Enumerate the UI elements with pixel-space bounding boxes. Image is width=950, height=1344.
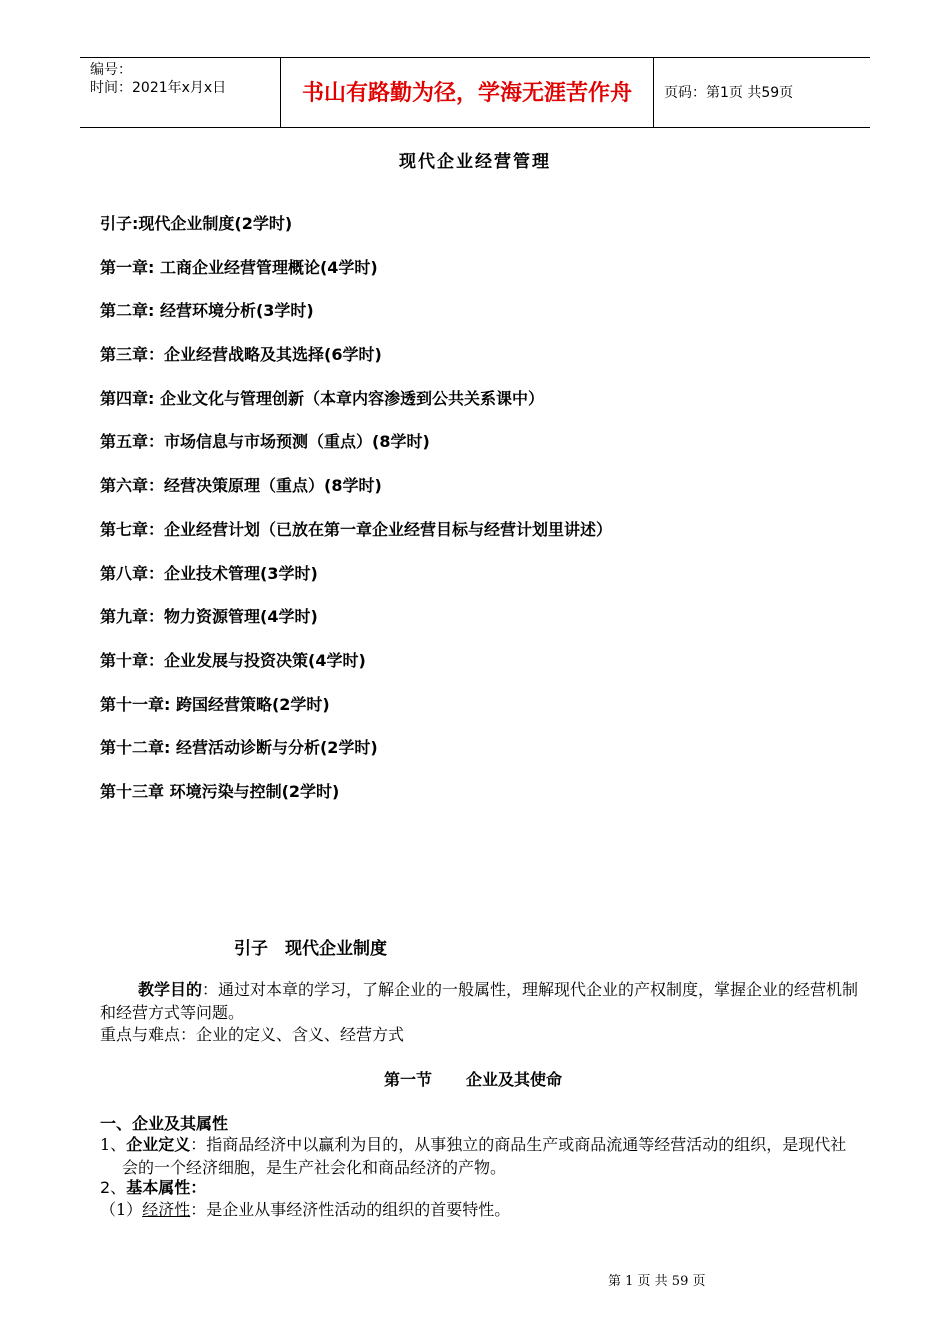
toc-item: 第二章: 经营环境分析(3学时) bbox=[100, 301, 314, 321]
section-title bbox=[384, 1067, 562, 1090]
toc-item: 引子:现代企业制度(2学时) bbox=[100, 214, 293, 233]
attribute-economic bbox=[100, 1199, 510, 1221]
page-label: 页码：第1页 共59页 bbox=[664, 85, 794, 101]
section-number: 第一节 bbox=[384, 1070, 433, 1089]
teaching-objective bbox=[100, 978, 860, 1024]
item-number: 1、 bbox=[100, 1135, 127, 1154]
toc-item: 第四章: 企业文化与管理创新（本章内容渗透到公共关系课中） bbox=[100, 388, 544, 408]
part-title: 一、企业及其属性 bbox=[100, 1114, 229, 1133]
toc-item: 第六章：经营决策原理（重点）(8学时) bbox=[100, 476, 382, 496]
definition-item bbox=[100, 1133, 860, 1179]
section-name: 企业及其使命 bbox=[466, 1070, 563, 1089]
toc-item: 第十二章: 经营活动诊断与分析(2学时) bbox=[100, 738, 378, 758]
definition-text: ：指商品经济中以赢利为目的，从事独立的商品生产或商品流通等经营活动的组织，是现代社会的一个经济细胞，是生产社会化和商品经济的产物。 bbox=[122, 1135, 847, 1177]
toc-item: 第五章：市场信息与市场预测（重点）(8学时) bbox=[100, 432, 430, 452]
intro-title: 引子 现代企业制度 bbox=[234, 939, 387, 959]
attribute-term: 经济性 bbox=[142, 1200, 191, 1219]
header-motto-cell bbox=[281, 58, 654, 127]
number-label: 编号： bbox=[90, 62, 132, 78]
objective-label: 教学目的 bbox=[138, 980, 203, 999]
objective-text: ：通过对本章的学习，了解企业的一般属性，理解现代企业的产权制度，掌握企业的经营机制和经营方式等问题。 bbox=[100, 980, 859, 1022]
time-label: 时间：2021年x月x日 bbox=[90, 80, 227, 96]
header-page-cell bbox=[654, 58, 870, 127]
item-number: 2、 bbox=[100, 1178, 127, 1197]
toc-item: 第十一章: 跨国经营策略(2学时) bbox=[100, 694, 330, 714]
attributes-label: 基本属性： bbox=[126, 1178, 207, 1197]
table-of-contents bbox=[100, 210, 612, 822]
page-header bbox=[80, 57, 870, 128]
definition-label: 企业定义 bbox=[126, 1135, 191, 1154]
key-points: 重点与难点：企业的定义、含义、经营方式 bbox=[100, 1025, 405, 1044]
toc-item: 第一章: 工商企业经营管理概论(4学时) bbox=[100, 257, 378, 277]
toc-item: 第十三章 环境污染与控制(2学时) bbox=[100, 781, 340, 801]
toc-item: 第七章：企业经营计划（已放在第一章企业经营目标与经营计划里讲述） bbox=[100, 519, 613, 539]
page-footer: 第 1 页 共 59 页 bbox=[608, 1274, 706, 1289]
header-meta-cell bbox=[80, 58, 281, 127]
motto: 书山有路勤为径，学海无涯苦作舟 bbox=[301, 81, 632, 106]
toc-item: 第十章：企业发展与投资决策(4学时) bbox=[100, 650, 366, 670]
attribute-text: ：是企业从事经济性活动的组织的首要特性。 bbox=[190, 1200, 511, 1219]
toc-item: 第八章：企业技术管理(3学时) bbox=[100, 563, 318, 583]
toc-item: 第三章：企业经营战略及其选择(6学时) bbox=[100, 345, 382, 365]
sub-item-number: （1） bbox=[100, 1200, 143, 1219]
document-title: 现代企业经营管理 bbox=[399, 152, 551, 172]
attributes-item bbox=[100, 1177, 206, 1199]
toc-item: 第九章：物力资源管理(4学时) bbox=[100, 607, 318, 627]
